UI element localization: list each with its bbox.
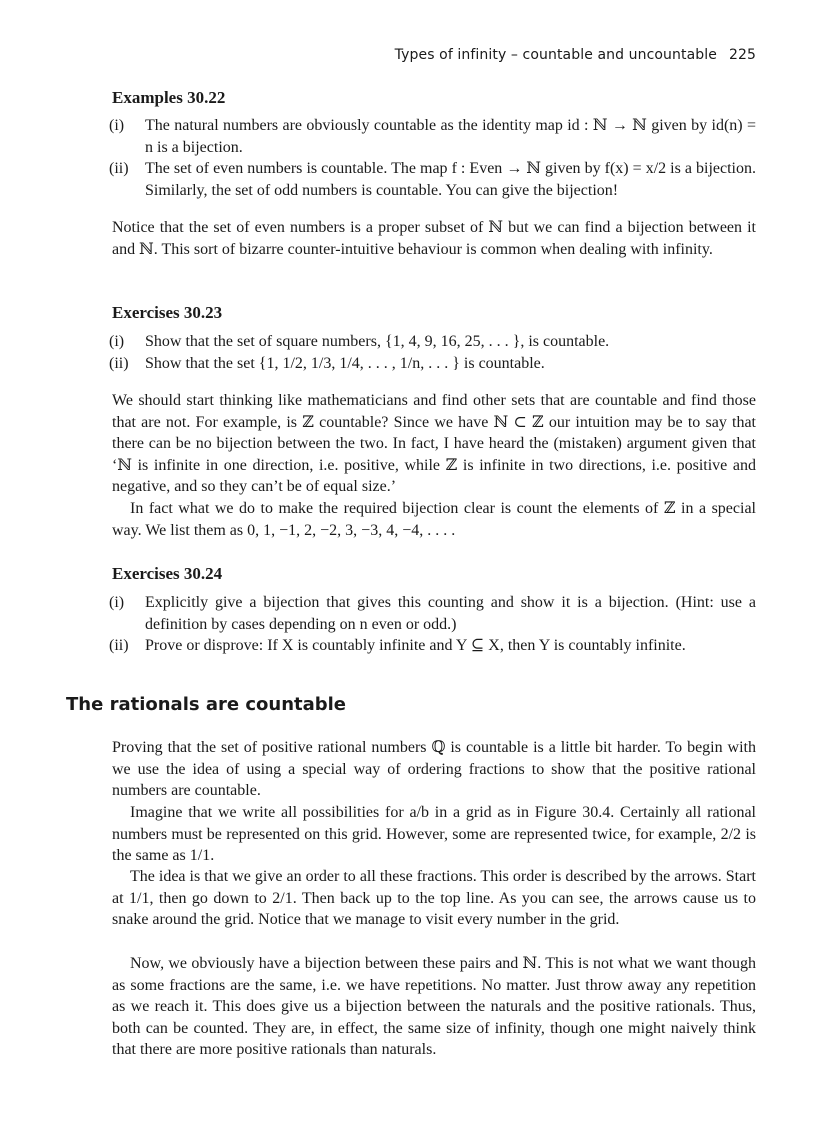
list-item <box>109 115 756 158</box>
paragraph-rationals-4: Now, we obviously have a bijection between these pairs and ℕ. This is not what we want though as some fractions are the same, i.e. we have repetitions. No matter. Just throw away any repetition as we reach it. This does give us a bijection between the naturals and the positive rationals. Thus, both can be counted. They are, in effect, the same size of infinity, though one might naively think that there are more positive rationals than naturals. <box>112 955 756 1059</box>
item-label: (i) <box>109 594 125 611</box>
list-item <box>109 635 756 657</box>
item-text: Show that the set of square numbers, {1, 4, 9, 16, 25, . . . }, is countable. <box>145 333 610 350</box>
page-number: 225 <box>728 47 756 63</box>
list-item <box>109 331 756 353</box>
item-label: (ii) <box>109 637 129 655</box>
exercises-30-23 <box>109 302 756 374</box>
section-heading: The rationals are countable <box>66 694 347 715</box>
running-title: Types of infinity – countable and uncountable <box>394 47 717 63</box>
exercises-30-24-title: Exercises 30.24 <box>112 564 223 583</box>
item-label: (ii) <box>109 160 129 178</box>
list-item <box>109 353 756 375</box>
item-text: Prove or disprove: If X is countably infinite and Y ⊆ X, then Y is countably infinite. <box>145 637 686 655</box>
item-text: The set of even numbers is countable. The map f : Even → ℕ given by f(x) = x/2 is a bijection. Similarly, the set of odd numbers is countable. You can give the bijection! <box>145 160 756 199</box>
item-text: Show that the set {1, 1/2, 1/3, 1/4, . . . , 1/n, . . . } is countable. <box>145 354 545 372</box>
paragraph-rationals-1: Proving that the set of positive rational numbers ℚ is countable is a little bit harder. To begin with we use the idea of using a special way of ordering fractions to show that the positive rational numbers are countable. <box>112 739 756 800</box>
paragraph-rationals-2: Imagine that we write all possibilities for a/b in a grid as in Figure 30.4. Certainly all rational numbers must be represented on this grid. However, some are represented twice, for example, 2/2 is the same as 1/1. <box>112 804 756 865</box>
exercises-30-23-title: Exercises 30.23 <box>112 303 223 322</box>
exercises-30-24 <box>109 563 756 657</box>
running-header <box>395 47 756 63</box>
list-item <box>109 592 756 635</box>
item-text: The natural numbers are obviously countable as the identity map id : ℕ → ℕ given by id(n) = n is a bijection. <box>145 117 756 156</box>
item-label: (i) <box>109 117 125 134</box>
exercises-30-24-list <box>109 592 756 657</box>
examples-30-22 <box>109 87 756 201</box>
list-item <box>109 158 756 201</box>
paragraph-rationals-3: The idea is that we give an order to all these fractions. This order is described by the arrows. Start at 1/1, then go down to 2/1. Then back up to the top line. As you can see, the arrows cause us to snake around the grid. Notice that we manage to visit every number in the grid. <box>112 868 756 929</box>
paragraph-notice: Notice that the set of even numbers is a proper subset of ℕ but we can find a bijection between it and ℕ. This sort of bizarre counter-intuitive behaviour is common when dealing with infinity. <box>112 219 756 258</box>
exercises-30-23-list <box>109 331 756 374</box>
examples-30-22-title: Examples 30.22 <box>112 88 226 107</box>
item-text: Explicitly give a bijection that gives this counting and show it is a bijection. (Hint: use a definition by cases depending on n even or odd.) <box>145 594 756 633</box>
paragraph-think: We should start thinking like mathematicians and find other sets that are countable and find those that are not. For example, is ℤ countable? Since we have ℕ ⊂ ℤ our intuition may be to say that there can be no bijection between the two. In fact, I have heard the (mistaken) argument given that ‘ℕ is infinite in one direction, i.e. positive, while ℤ is infinite in two directions, i.e. positive and negative, and so they can’t be of equal size.’ <box>112 392 756 496</box>
item-label: (ii) <box>109 354 129 372</box>
examples-30-22-list <box>109 115 756 201</box>
paragraph-in-fact: In fact what we do to make the required bijection clear is count the elements of ℤ in a special way. We list them as 0, 1, −1, 2, −2, 3, −3, 4, −4, . . . . <box>112 500 756 539</box>
item-label: (i) <box>109 333 125 350</box>
